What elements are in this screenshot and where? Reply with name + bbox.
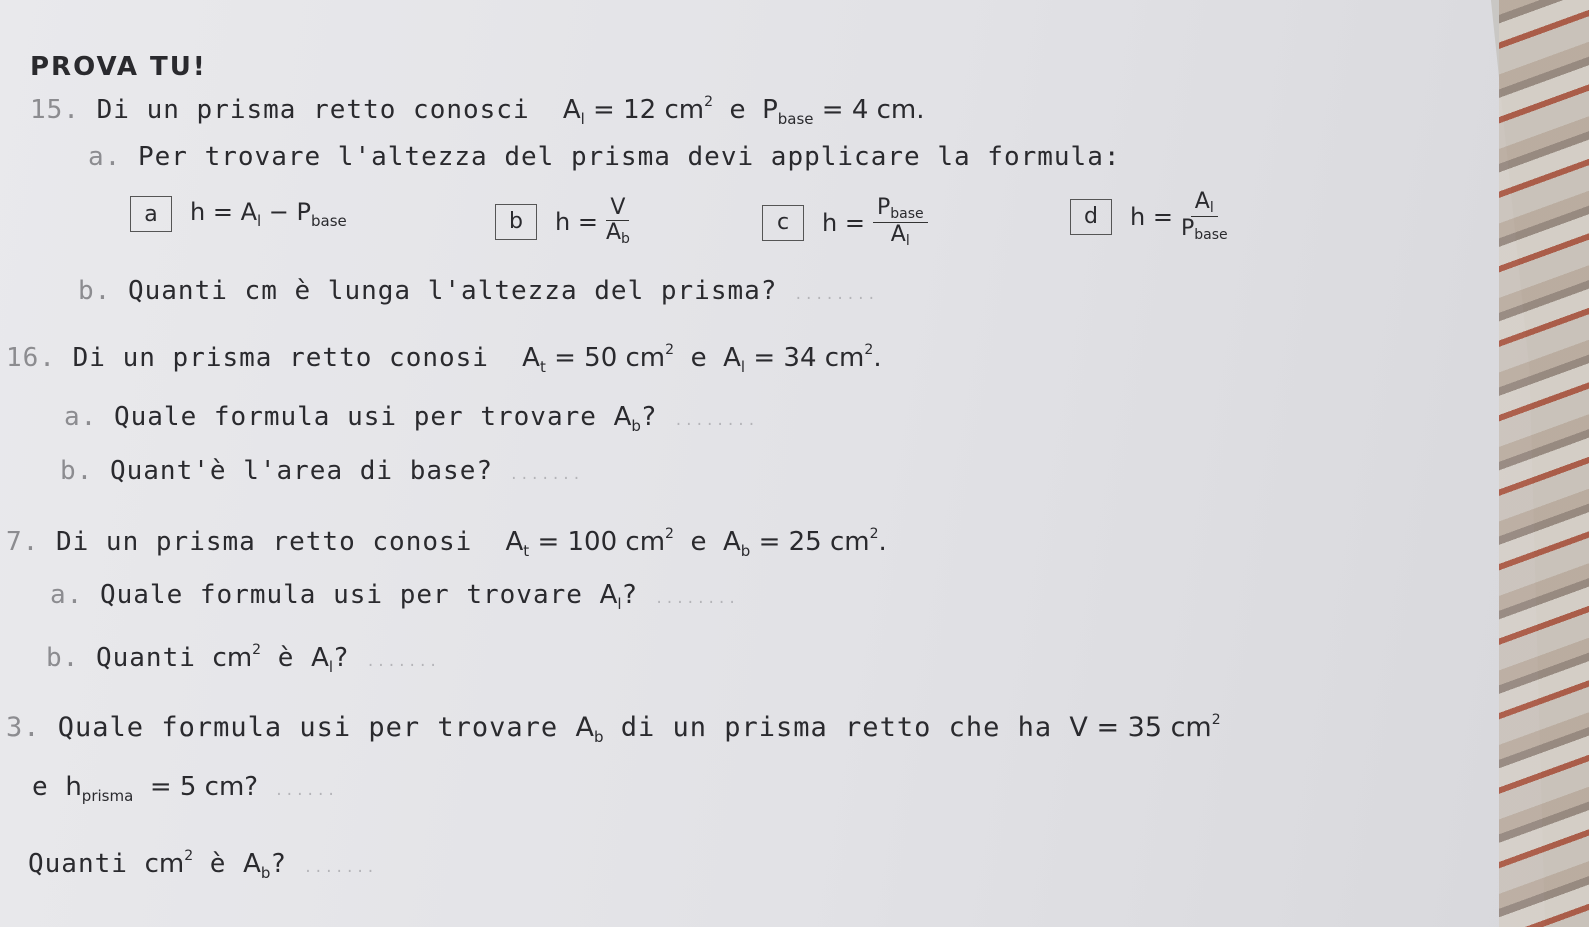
exercise-number: 16. [6,343,56,373]
option-box-a[interactable]: a [130,196,172,232]
exercise-17 [6,526,887,560]
option-b[interactable]: b h = $\frac{V}{A_b}$ [495,196,630,248]
exercise-16 [6,342,882,376]
option-box-c[interactable]: c [762,205,804,241]
formula-a: $h = A_l - P_{base}$ [190,198,347,230]
formula-b-fraction: $\frac{V}{A_b}$ [605,195,630,248]
exercise-15 [30,94,925,128]
exercise-number: 15. [30,95,80,125]
section-title: PROVA TU! [30,52,207,82]
answer-line[interactable]: ........ [674,413,758,429]
question-15a: a. Per trovare l'altezza del prisma devi applicare la formula: [88,142,1121,172]
exercise-text: Di un prisma retto conosi [55,527,473,557]
exercise-number: 3. [6,712,41,743]
exercise-math: $A_l = 12$ $cm^2$ e $P_{base} = 4$ cm. [562,94,925,128]
answer-line[interactable]: ........ [794,287,878,303]
formula-c-fraction: $\frac{P_{base}}{A_l}$ [873,196,928,250]
exercise-18: 3. Quale formula usi per trovare $A_b$ di un prisma retto che ha V = 35 $cm^2$ [6,712,1221,746]
exercise-18-line3: Quanti $cm^2$ è $A_b$? ....... [28,848,377,882]
question-16b: b. Quant'è l'area di base? ....... [60,456,583,486]
option-box-b[interactable]: b [495,204,537,240]
answer-line[interactable]: ....... [366,654,440,670]
exercise-text: Di un prisma retto conosi [72,343,489,373]
question-17a: a. Quale formula usi per trovare $A_l$? ........ [50,580,739,613]
answer-line[interactable]: ........ [654,591,739,607]
option-a[interactable] [130,196,347,232]
exercise-math: $A_t = 50$ $cm^2$ e $A_l = 34$ $cm^2$. [522,342,882,376]
answer-line[interactable]: ....... [509,467,583,483]
exercise-18-line2: e $h_{prisma} = 5$ cm? ...... [32,772,338,805]
formula-d-fraction: $\frac{A_l}{P_{base}}$ [1180,189,1228,244]
answer-line[interactable]: ....... [303,860,377,876]
background-edge [1499,0,1589,927]
question-17b: b. Quanti $cm^2$ è $A_l$? ....... [46,642,440,676]
option-c[interactable]: c h = $\frac{P_{base}}{A_l}$ [762,196,928,250]
answer-line[interactable]: ...... [274,783,338,799]
exercise-number: 7. [6,527,40,557]
exercise-text: Quale formula usi per trovare [57,712,559,743]
exercise-math: $A_t = 100$ $cm^2$ e $A_b = 25$ $cm^2$. [505,526,887,560]
question-16a: a. Quale formula usi per trovare $A_b$? ........ [64,402,758,435]
option-d[interactable]: d h = $\frac{A_l}{P_{base}}$ [1070,190,1228,244]
option-box-d[interactable]: d [1070,199,1112,235]
exercise-text: Di un prisma retto conosci [96,95,530,125]
question-15b: b. Quanti cm è lunga l'altezza del prisma? ........ [78,276,878,306]
